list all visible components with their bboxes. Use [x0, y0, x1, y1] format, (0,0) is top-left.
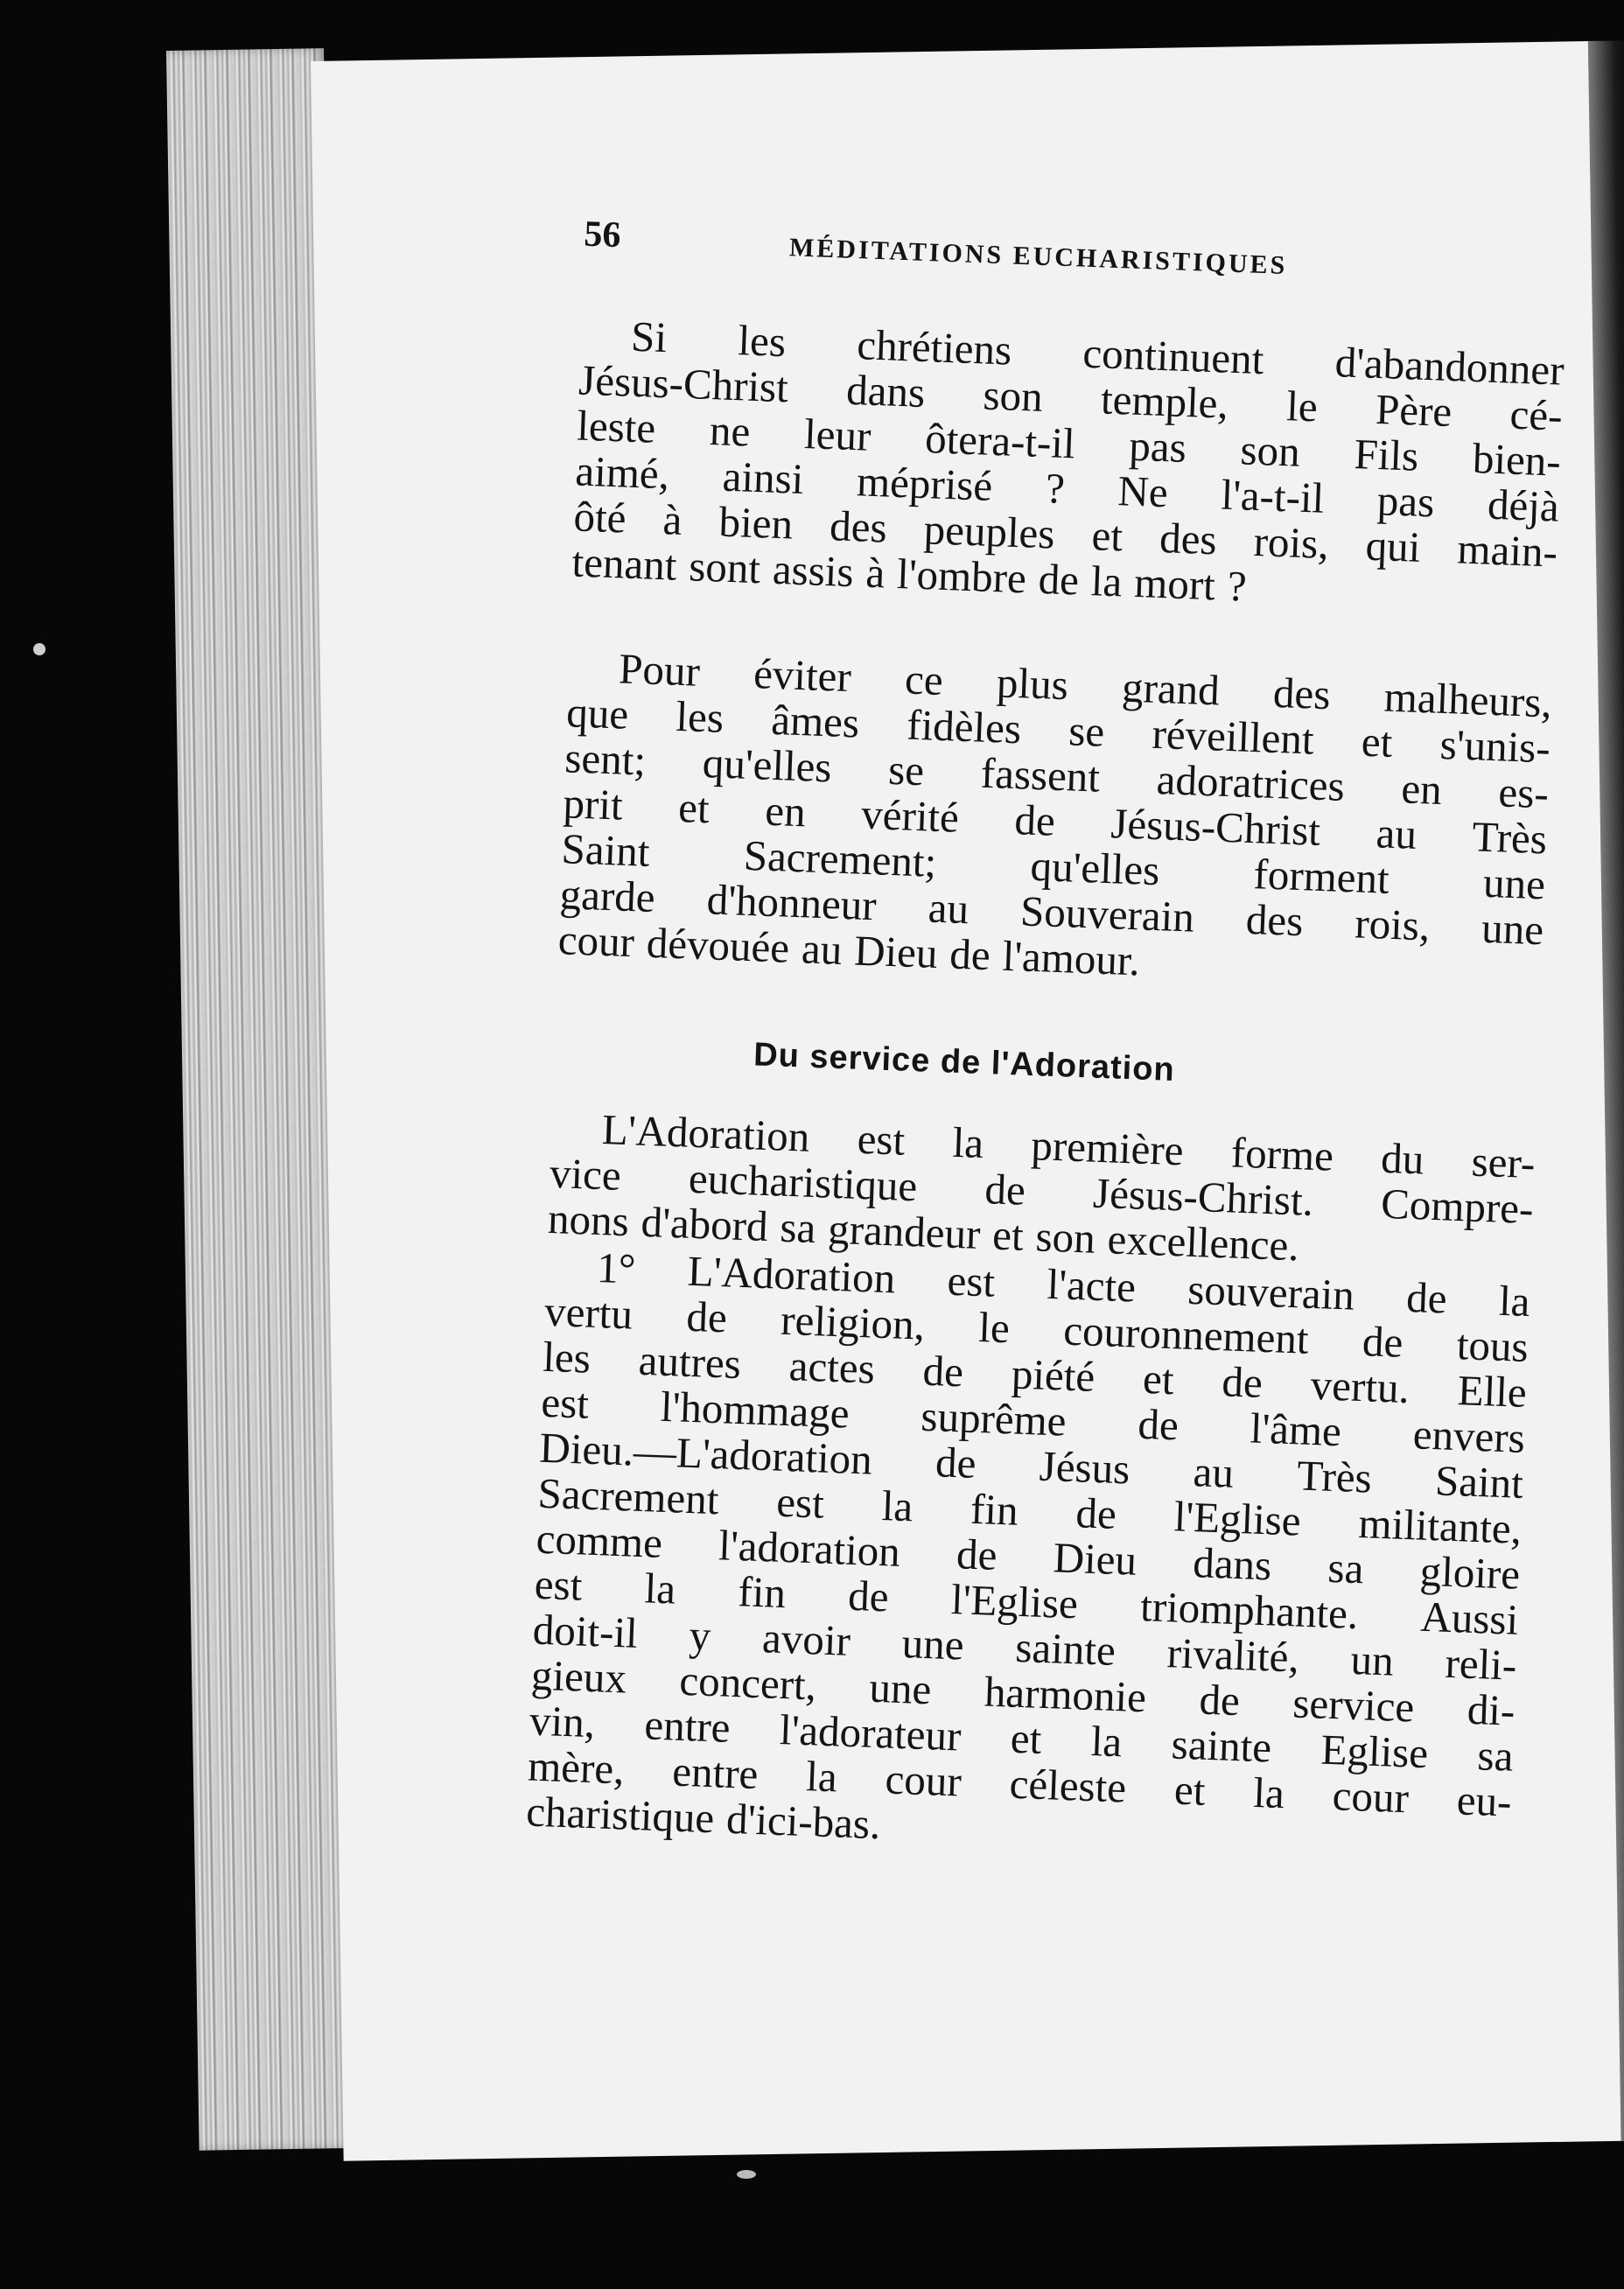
section-heading: Du service de l'Adoration — [752, 1036, 1176, 1088]
running-title: MÉDITATIONS EUCHARISTIQUES — [788, 233, 1288, 281]
text-line: vice eucharistique de Jésus-Christ. Compre- — [549, 1148, 1535, 1234]
text-line: tenant sont assis à l'ombre de la mort ? — [570, 537, 1248, 611]
text-line: vin, entre l'adorateur et la sainte Eglise sa — [528, 1696, 1515, 1781]
text-line: nons d'abord sa grandeur et son excellence. — [547, 1194, 1300, 1270]
text-line: vertu de religion, le couronnement de tous — [543, 1286, 1530, 1372]
text-line: mère, entre la cour céleste et la cour eu- — [527, 1741, 1513, 1826]
text-line: L'Adoration est la première forme du ser- — [601, 1105, 1536, 1188]
text-line: Si les chrétiens continuent d'abandonner — [630, 312, 1565, 395]
text-line: Jésus-Christ dans son temple, le Père cé- — [578, 355, 1564, 440]
text-line: Sacrement est la fin de l'Eglise militante, — [536, 1468, 1522, 1553]
text-line: ôté à bien des peuples et des rois, qui main- — [572, 492, 1558, 577]
text-line: cour dévouée au Dieu de l'amour. — [556, 915, 1141, 985]
text-line: prit et en vérité de Jésus-Christ au Très — [562, 779, 1548, 864]
running-header — [583, 214, 1372, 304]
text-line: est l'hommage suprême de l'âme envers — [540, 1377, 1526, 1462]
text-line: Saint Sacrement; qu'elles forment une — [560, 824, 1546, 909]
text-line: aimé, ainsi méprisé ? Ne l'a-t-il pas déjà — [574, 446, 1560, 531]
page-number: 56 — [583, 214, 622, 256]
text-line: comme l'adoration de Dieu dans sa gloire — [535, 1514, 1522, 1599]
text-line: gieux concert, une harmonie de service di- — [530, 1650, 1516, 1735]
text-line: est la fin de l'Eglise triomphante. Aussi — [533, 1559, 1520, 1644]
text-line: leste ne leur ôtera-t-il pas son Fils bien- — [576, 401, 1562, 486]
text-line: Dieu.—L'adoration de Jésus au Très Saint — [538, 1423, 1524, 1508]
text-line: que les âmes fidèles se réveillent et s'unis- — [565, 688, 1551, 773]
text-line: sent; qu'elles se fassent adoratrices en es- — [564, 733, 1550, 818]
text-line: garde d'honneur au Souverain des rois, une — [558, 870, 1545, 955]
text-line: doit-il y avoir une sainte rivalité, un reli- — [532, 1605, 1518, 1690]
text-line: 1° L'Adoration est l'acte souverain de la — [596, 1242, 1531, 1326]
text-line: les autres actes de piété et de vertu. Elle — [542, 1332, 1528, 1417]
text-line: charistique d'ici-bas. — [525, 1787, 882, 1849]
text-line: Pour éviter ce plus grand des malheurs, — [618, 644, 1553, 727]
